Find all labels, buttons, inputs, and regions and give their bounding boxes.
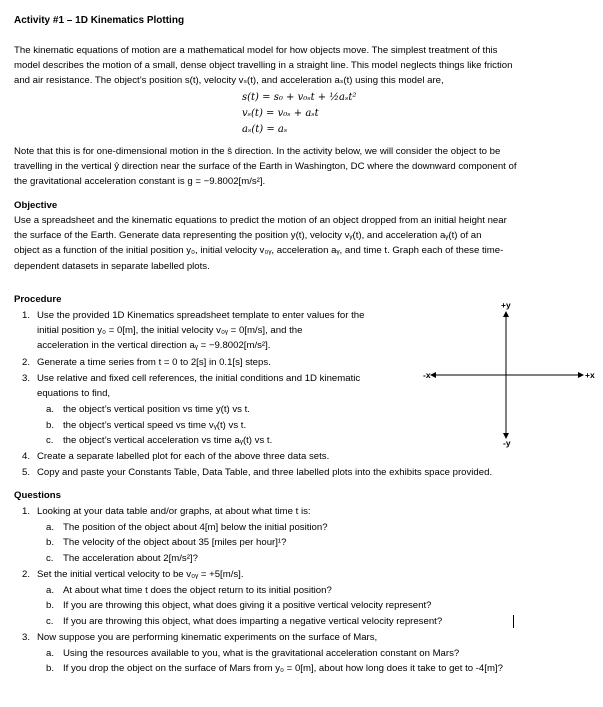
coordinate-axes-diagram xyxy=(415,300,595,450)
note-line: travelling in the vertical ŷ direction near the surface of the Earth in Washington, DC where the downward component of xyxy=(14,161,517,173)
procedure-item-number: 4. xyxy=(22,451,31,462)
subitem-letter: a. xyxy=(46,522,55,533)
question-1b: The velocity of the object about 35 [miles per hour]¹? xyxy=(63,537,287,548)
procedure-item-number: 2. xyxy=(22,357,31,368)
procedure-item-3 xyxy=(37,371,437,401)
objective-paragraph xyxy=(14,213,589,274)
activity-title: Activity #1 – 1D Kinematics Plotting xyxy=(14,15,185,26)
intro-line: The kinematic equations of motion are a mathematical model for how objects move. The simplest treatment of this xyxy=(14,45,498,56)
velocity-equation: vₛ(t) = v₀ₛ + aₛt xyxy=(242,108,319,119)
questions-heading: Questions xyxy=(14,490,61,501)
minus-x-label: -x xyxy=(423,370,431,380)
subitem-letter: b. xyxy=(46,420,55,431)
objective-line: dependent datasets in separate labelled plots. xyxy=(14,260,210,272)
subitem-letter: a. xyxy=(46,585,55,596)
question-3: Now suppose you are performing kinematic experiments on the surface of Mars, xyxy=(37,632,378,643)
subitem-letter: b. xyxy=(46,537,55,548)
plus-y-label: +y xyxy=(501,300,511,310)
procedure-item-line: Use relative and fixed cell references, the initial conditions and 1D kinematic xyxy=(37,373,361,384)
question-2b: If you are throwing this object, what does giving it a positive vertical velocity represent? xyxy=(63,600,432,611)
question-number: 3. xyxy=(22,632,31,643)
objective-line: Use a spreadsheet and the kinematic equations to predict the motion of an object dropped from an initial height near xyxy=(14,215,507,226)
question-2a: At about what time t does the object return to its initial position? xyxy=(63,585,332,596)
question-1c: The acceleration about 2[m/s²]? xyxy=(63,553,198,564)
procedure-item-5: Copy and paste your Constants Table, Data Table, and three labelled plots into the exhibits space provided. xyxy=(37,467,493,478)
procedure-item-2: Generate a time series from t = 0 to 2[s] in 0.1[s] steps. xyxy=(37,357,271,368)
acceleration-equation: aₛ(t) = aₛ xyxy=(242,124,288,135)
objective-heading: Objective xyxy=(14,200,58,211)
plus-x-label: +x xyxy=(585,370,595,380)
procedure-subitem-c: the object’s vertical acceleration vs time aᵧ(t) vs t. xyxy=(63,435,273,446)
note-line: Note that this is for one-dimensional motion in the ŝ direction. In the activity below, we will consider the object to be xyxy=(14,146,501,157)
question-number: 2. xyxy=(22,569,31,580)
question-2: Set the initial vertical velocity to be v₀ᵧ = +5[m/s]. xyxy=(37,569,244,580)
procedure-item-line: initial position y₀ = 0[m], the initial velocity v₀ᵧ = 0[m/s], and the xyxy=(37,325,303,337)
question-1: Looking at your data table and/or graphs, at about what time t is: xyxy=(37,506,311,517)
question-2c: If you are throwing this object, what does imparting a negative vertical velocity represent? xyxy=(63,616,443,627)
procedure-item-line: acceleration in the vertical direction aᵧ = −9.8002[m/s²]. xyxy=(37,340,271,352)
note-line: the gravitational acceleration constant is g = −9.8002[m/s²]. xyxy=(14,176,266,188)
question-number: 1. xyxy=(22,506,31,517)
procedure-item-number: 3. xyxy=(22,373,31,384)
note-paragraph xyxy=(14,144,589,190)
objective-line: object as a function of the initial position y₀, initial velocity v₀ᵧ, acceleration aᵧ, and time t. Graph each of these time- xyxy=(14,245,504,257)
subitem-letter: c. xyxy=(46,616,54,627)
intro-paragraph xyxy=(14,43,589,89)
subitem-letter: c. xyxy=(46,435,54,446)
procedure-item-line: Use the provided 1D Kinematics spreadsheet template to enter values for the xyxy=(37,310,365,321)
subitem-letter: b. xyxy=(46,600,55,611)
subitem-letter: a. xyxy=(46,648,55,659)
procedure-heading: Procedure xyxy=(14,294,62,305)
position-equation: s(t) = s₀ + v₀ₛt + ½aₛt² xyxy=(242,92,357,103)
subitem-letter: c. xyxy=(46,553,54,564)
text-cursor xyxy=(513,615,514,628)
procedure-item-line: equations to find, xyxy=(37,388,111,400)
subitem-letter: a. xyxy=(46,404,55,415)
procedure-subitem-b: the object’s vertical speed vs time vᵧ(t) vs t. xyxy=(63,420,247,431)
question-1a: The position of the object about 4[m] below the initial position? xyxy=(63,522,328,533)
procedure-item-number: 5. xyxy=(22,467,31,478)
intro-line: and air resistance. The object’s position s(t), velocity vₛ(t), and acceleration aₛ(t) using this model are, xyxy=(14,75,444,87)
procedure-item-1 xyxy=(37,308,437,354)
procedure-item-4: Create a separate labelled plot for each of the above three data sets. xyxy=(37,451,330,462)
question-3a: Using the resources available to you, what is the gravitational acceleration constant on Mars? xyxy=(63,648,460,659)
subitem-letter: b. xyxy=(46,663,55,674)
procedure-item-number: 1. xyxy=(22,310,31,321)
question-3b: If you drop the object on the surface of Mars from y₀ = 0[m], about how long does it take to get to -4[m]? xyxy=(63,663,503,674)
minus-y-label: -y xyxy=(503,438,511,448)
procedure-subitem-a: the object’s vertical position vs time y(t) vs t. xyxy=(63,404,250,415)
intro-line: model describes the motion of a small, dense object travelling in a straight line. This model neglects things like friction xyxy=(14,60,513,72)
objective-line: the surface of the Earth. Generate data representing the position y(t), velocity vᵧ(t), and acceleration aᵧ(t) of an xyxy=(14,230,482,242)
